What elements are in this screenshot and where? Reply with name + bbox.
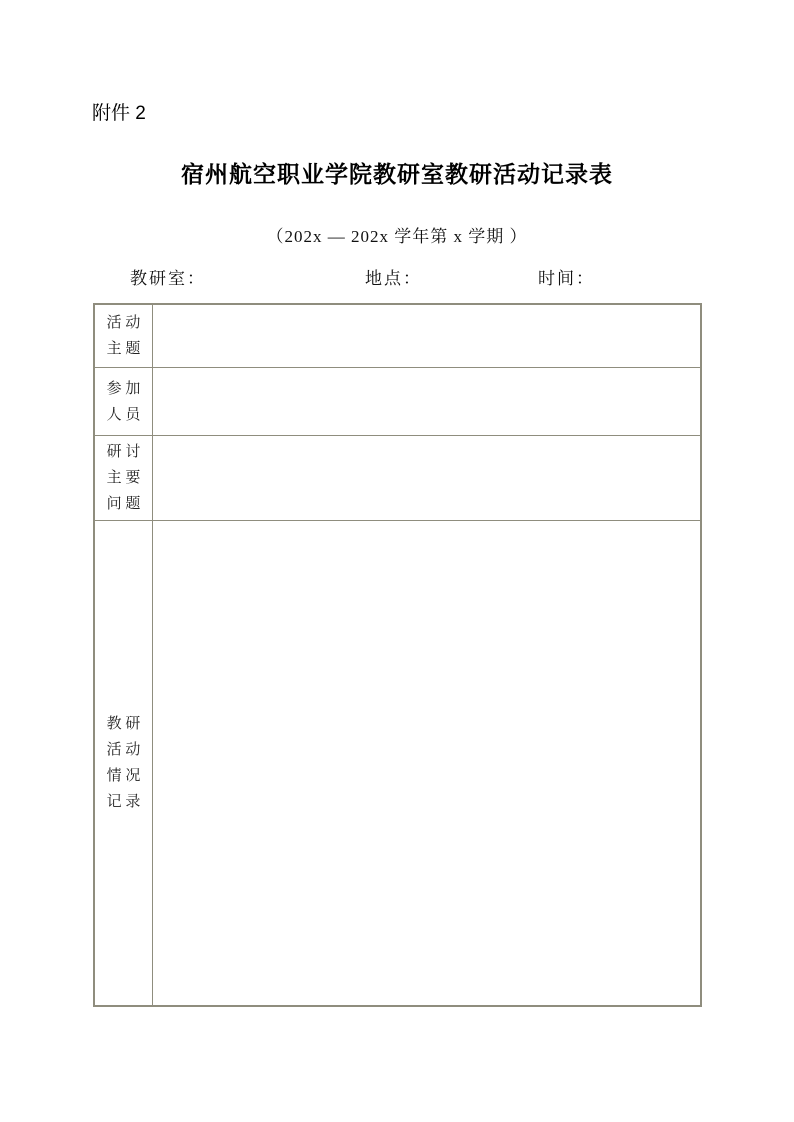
label-line: 研 讨 [106, 444, 141, 460]
cell-activity-theme [153, 305, 700, 368]
cell-main-issues [153, 436, 700, 521]
cell-activity-record [153, 521, 700, 1005]
row-label-activity-theme [95, 305, 153, 368]
label-line: 主 要 [106, 470, 141, 486]
label-line: 主 题 [106, 341, 141, 357]
row-label-main-issues [95, 436, 153, 521]
cell-participants [153, 368, 700, 436]
label-line: 活 动 [106, 315, 141, 331]
label-line: 人 员 [106, 406, 141, 423]
page-title: 宿州航空职业学院教研室教研活动记录表 [181, 162, 613, 187]
field-label-time: 时间： [538, 269, 595, 288]
row-label-participants [95, 368, 153, 436]
page-subtitle: （202x — 202x 学年第 x 学期 ） [266, 227, 528, 246]
attachment-label: 附件 2 [92, 103, 146, 124]
meta-line [93, 266, 702, 296]
label-line: 活 动 [106, 742, 141, 758]
field-label-location: 地点： [365, 269, 422, 288]
row-label-activity-record [95, 521, 153, 1005]
label-line: 记 录 [106, 794, 141, 810]
label-line: 情 况 [106, 768, 141, 784]
label-line: 问 题 [106, 496, 141, 512]
field-label-teaching-research-office: 教研室： [130, 269, 206, 288]
label-line: 教 研 [106, 716, 141, 732]
label-line: 参 加 [106, 380, 141, 397]
record-table [93, 303, 702, 1007]
